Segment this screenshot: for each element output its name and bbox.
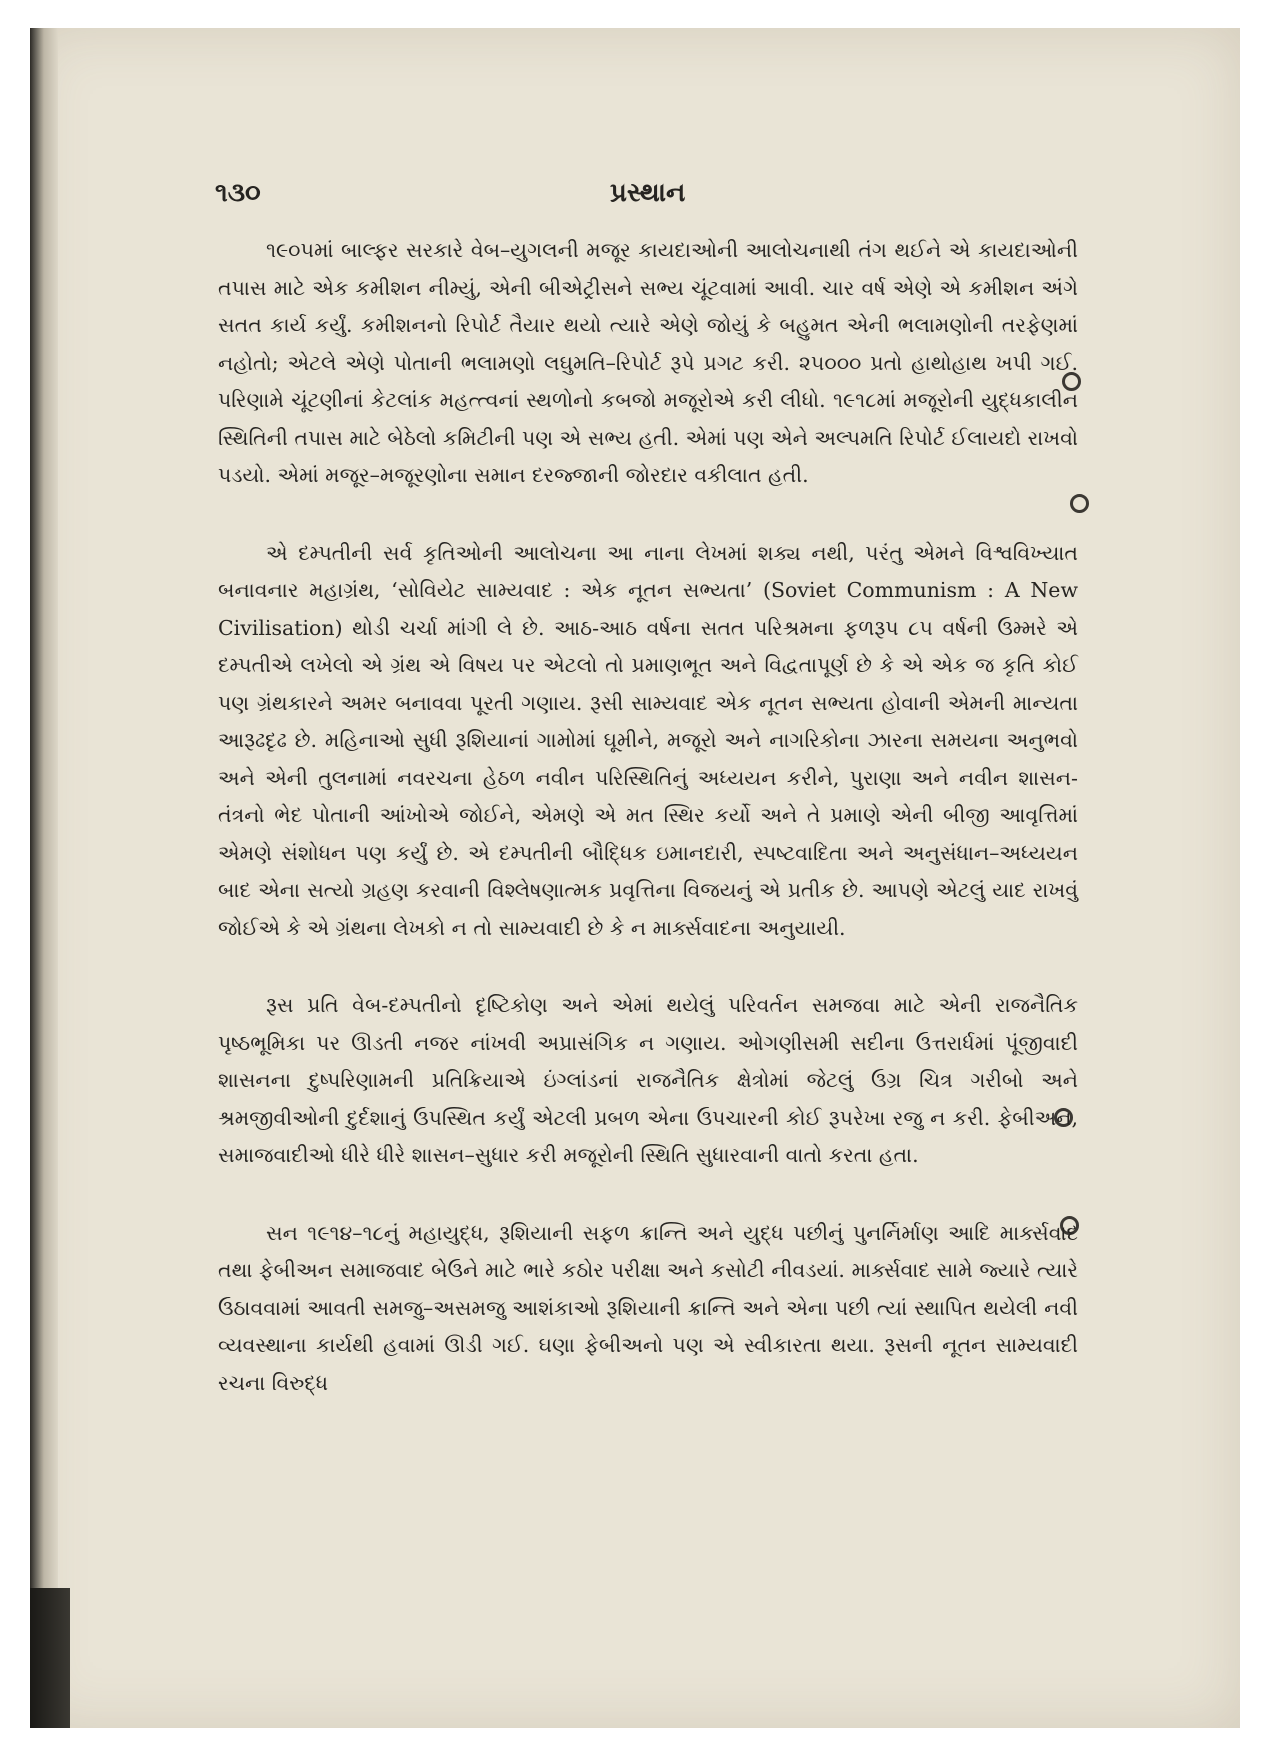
- page-stack-edge: [30, 1588, 70, 1728]
- page-header: [190, 178, 730, 218]
- paragraph: ૧૯૦૫માં બાલ્ફર સરકારે વેબ–યુગલની મજૂર કાયદાઓની આલોચનાથી તંગ થઈને એ કાયદાઓની તપાસ માટે એક કમીશન નીમ્યું, એની બીએટ્રીસને સભ્ય ચૂંટવામાં આવી. ચાર વર્ષ એણે એ કમીશન અંગે સતત કાર્ય કર્યું. કમીશનનો રિપોર્ટ તૈયાર થયો ત્યારે એણે જોયું કે બહુમત એની ભલામણોની તરફેણમાં નહોતો; એટલે એણે પોતાની ભલામણો લઘુમતિ–રિપોર્ટ રૂપે પ્રગટ કરી. ૨૫૦૦૦ પ્રતો હાથોહાથ ખપી ગઈ. પરિણામે ચૂંટણીનાં કેટલાંક મહત્ત્વનાં સ્થળોનો કબજો મજૂરોએ કરી લીધો. ૧૯૧૮માં મજૂરોની યુદ્ધકાલીન સ્થિતિની તપાસ માટે બેઠેલો કમિટીની પણ એ સભ્ય હતી. એમાં પણ એને અલ્પમતિ રિપોર્ટ ઈલાયદો રાખવો પડયો. એમાં મજૂર–મજૂરણોના સમાન દરજ્જાની જોરદાર વકીલાત હતી.: [218, 238, 1078, 487]
- paragraph: સન ૧૯૧૪–૧૮નું મહાયુદ્ધ, રૂશિયાની સફળ ક્રાન્તિ અને યુદ્ધ પછીનું પુનર્નિર્માણ આદિ માર્ક્સવાદ તથા ફેબીઅન સમાજવાદ બેઉને માટે ભારે કઠોર પરીક્ષા અને કસોટી નીવડયાં. માર્ક્સવાદ સામે જ્યારે ત્યારે ઉઠાવવામાં આવતી સમજુ–અસમજુ આશંકાઓ રૂશિયાની ક્રાન્તિ અને એના પછી ત્યાં સ્થાપિત થયેલી નવી વ્યવસ્થાના કાર્યથી હવામાં ઊડી ગઈ. ઘણા ફેબીઅનો પણ એ સ્વીકારતા થયા. રૂસની નૂતન સામ્યવાદી રચના વિરુદ્ધ: [218, 1220, 1078, 1395]
- body-text: [218, 232, 1078, 1402]
- binding-shadow: [30, 28, 58, 1728]
- paragraph: એ દમ્પતીની સર્વ કૃતિઓની આલોચના આ નાના લેખમાં શક્ય નથી, પરંતુ એમને વિશ્વવિખ્યાત બનાવનાર મહાગ્રંથ, ‘સોવિયેટ સામ્યવાદ : એક નૂતન સભ્યતા’ (Soviet Communism : A New Civilisation) થોડી ચર્ચા માંગી લે છે. આઠ-આઠ વર્ષના સતત પરિશ્રમના ફળરૂપ ૮૫ વર્ષની ઉમ્મરે એ દમ્પતીએ લખેલો એ ગ્રંથ એ વિષય પર એટલો તો પ્રમાણભૂત અને વિદ્વતાપૂર્ણ છે કે એ એક જ કૃતિ કોઈ પણ ગ્રંથકારને અમર બનાવવા પૂરતી ગણાય. રૂસી સામ્યવાદ એક નૂતન સભ્યતા હોવાની એમની માન્યતા આરૂઢદૃઢ છે. મહિનાઓ સુધી રૂશિયાનાં ગામોમાં ઘૂમીને, મજૂરો અને નાગરિકોના ઝારના સમયના અનુભવો અને એની તુલનામાં નવરચના હેઠળ નવીન પરિસ્થિતિનું અધ્યયન કરીને, પુરાણા અને નવીન શાસન-તંત્રનો ભેદ પોતાની આંખોએ જોઈને, એમણે એ મત સ્થિર કર્યો અને તે પ્રમાણે એની બીજી આવૃત્તિમાં એમણે સંશોધન પણ કર્યું છે. એ દમ્પતીની બૌદ્ધિક ઇમાનદારી, સ્પષ્ટવાદિતા અને અનુસંધાન–અધ્યયન બાદ એના સત્યો ગ્રહણ કરવાની વિશ્લેષણાત્મક પ્રવૃત્તિના વિજયનું એ પ્રતીક છે. આપણે એટલું યાદ રાખવું જોઈએ કે એ ગ્રંથના લેખકો ન તો સામ્યવાદી છે કે ન માર્ક્સવાદના અનુયાયી.: [218, 540, 1078, 940]
- page-number: ૧૩૦: [215, 178, 261, 208]
- running-title: પ્રસ્થાન: [610, 178, 686, 208]
- paragraph: રૂસ પ્રતિ વેબ-દમ્પતીનો દૃષ્ટિકોણ અને એમાં થયેલું પરિવર્તન સમજવા માટે એની રાજનૈતિક પૃષ્ઠભૂમિકા પર ઊડતી નજર નાંખવી અપ્રાસંગિક ન ગણાય. ઓગણીસમી સદીના ઉત્તરાર્ધમાં પૂંજીવાદી શાસનના દુષ્પરિણામની પ્રતિક્રિયાએ ઇંગ્લાંડનાં રાજનૈતિક ક્ષેત્રોમાં જેટલું ઉગ્ર ચિત્ર ગરીબો અને શ્રમજીવીઓની દુર્દશાનું ઉપસ્થિત કર્યું એટલી પ્રબળ એના ઉપચારની કોઈ રૂપરેખા રજુ ન કરી. ફેબીઅન, સમાજવાદીઓ ધીરે ધીરે શાસન–સુધાર કરી મજૂરોની સ્થિતિ સુધારવાની વાતો કરતા હતા.: [218, 993, 1078, 1167]
